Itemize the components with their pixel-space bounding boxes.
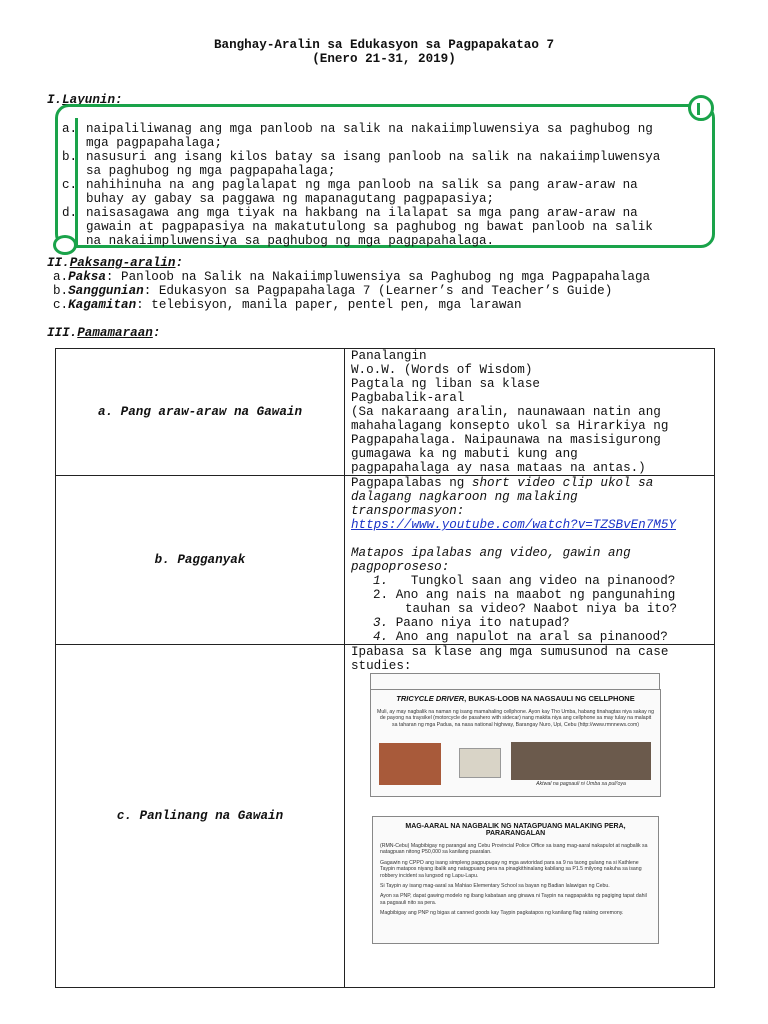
news-clip-tricycle-card bbox=[370, 689, 661, 797]
section-colon: : bbox=[152, 326, 161, 340]
content-line: dalagang nagkaroon ng malaking bbox=[351, 490, 578, 504]
item-letter: b. bbox=[53, 284, 69, 298]
row-content-b bbox=[345, 476, 715, 645]
item-letter: d. bbox=[62, 206, 78, 220]
table-row bbox=[56, 349, 715, 476]
clip-body: Muli, ay may nagbalik na naman ng isang mamahaling cellphone. Ayon kay Tho Umba, habang tinahagtas niya sakay ng de payong na traysikel (motorcycle de pasahero with sidecar) nang makita niya ang cellphone sa may tulay na malapit sa taharan ng mga Padua, na nasa national highway, Barangay Nuro, Upi, Cebu (http://www.rmnnews.com) bbox=[377, 709, 654, 728]
clip-title bbox=[377, 694, 654, 703]
row-label: c. Panlinang na Gawain bbox=[56, 645, 345, 988]
item-line: nahihinuha na ang paglalapat ng mga panloob na salik sa pang araw-araw na bbox=[86, 178, 638, 192]
content-line bbox=[351, 476, 714, 490]
item-value: : Edukasyon sa Pagpapahalaga 7 (Learner’s and Teacher’s Guide) bbox=[143, 284, 613, 298]
section-roman: III. bbox=[47, 326, 78, 340]
item-letter: a. bbox=[62, 122, 78, 136]
paksang-item-sanggunian bbox=[53, 284, 650, 298]
layunin-list bbox=[62, 122, 712, 248]
section-paksang-heading bbox=[47, 256, 183, 270]
item-line: nasusuri ang isang kilos batay sa isang panloob na salik na nakaiimpluwensya bbox=[86, 150, 661, 164]
content-line: pagpapahalaga ay nasa mataas na antas.) bbox=[351, 461, 646, 475]
content-line: Ipabasa sa klase ang mga sumusunod na case bbox=[351, 645, 669, 659]
question-num: 1. bbox=[373, 574, 389, 588]
layunin-item-d bbox=[62, 206, 712, 220]
item-line: gawain at pagpapasiya na makatutulong sa paghubog ng bawat panloob na salik bbox=[86, 220, 653, 234]
item-value: : Panloob na Salik na Nakaiimpluwensiya sa Paghubog ng mga Pagpapahalaga bbox=[105, 270, 651, 284]
question-list bbox=[351, 574, 714, 644]
item-letter: c. bbox=[53, 298, 69, 312]
item-key: Paksa bbox=[68, 270, 106, 284]
section-colon: : bbox=[115, 93, 123, 107]
layunin-item-b bbox=[62, 150, 712, 164]
clip-paragraph: Gagawin ng CPPO ang isang simpleng pagpupugay ng mga awtoridad para sa 9 na taong gulang na si Kathlene Taypin matapos niyang ibalik ang natagpuang pera na pinagkithinalang kabilang sa P1.5 milyong nakuha sa isang robbery incident sa lungsod ng Lapu-Lapu. bbox=[380, 859, 642, 879]
clip-title: MAG-AARAL NA NAGBALIK NG NATAGPUANG MALAKING PERA, PARARANGALAN bbox=[405, 823, 626, 837]
paksang-item-paksa bbox=[53, 270, 650, 284]
clip-title-italic: TRICYCLE DRIVER bbox=[396, 694, 465, 703]
question-num: 4. bbox=[373, 630, 389, 644]
question-text: Ano ang napulot na aral sa pinanood? bbox=[395, 630, 668, 644]
video-link[interactable]: https://www.youtube.com/watch?v=TZSBvEn7M5Y bbox=[351, 518, 676, 532]
intro-italic: short video clip ukol sa bbox=[471, 476, 654, 490]
intro-plain: Pagpapalabas ng bbox=[351, 476, 472, 490]
content-line: Pagpapahalaga. Naipaunawa na masisigurong bbox=[351, 433, 661, 447]
table-row bbox=[56, 476, 715, 645]
photo-tricycle bbox=[379, 743, 441, 785]
paksang-list bbox=[53, 270, 650, 312]
question-item bbox=[373, 616, 714, 630]
item-letter: c. bbox=[62, 178, 78, 192]
item-line: na nakaiimpluwensiya sa paghubog ng mga pagpapahalaga. bbox=[86, 234, 495, 248]
item-line: naipaliliwanag ang mga panloob na salik na nakaiimpluwensiya sa paghubog ng bbox=[86, 122, 653, 136]
question-item bbox=[373, 588, 714, 602]
row-label: b. Pagganyak bbox=[56, 476, 345, 645]
section-roman: I. bbox=[47, 93, 63, 107]
photo-caption: Aktwal na pagsauli ni Umba sa puli'oya bbox=[536, 781, 626, 787]
item-letter: a. bbox=[53, 270, 69, 284]
section-label: Paksang-aralin bbox=[69, 256, 176, 270]
layunin-item-c bbox=[62, 178, 712, 192]
document-title: Banghay-Aralin sa Edukasyon sa Pagpapakatao 7 bbox=[213, 38, 555, 52]
content-line: pagpoproseso: bbox=[351, 560, 450, 574]
section-roman: II. bbox=[47, 256, 70, 270]
photo-cellphone bbox=[459, 748, 501, 778]
question-text: tauhan sa video? Naabot niya ba ito? bbox=[405, 602, 678, 616]
item-letter: b. bbox=[62, 150, 78, 164]
content-line: Matapos ipalabas ang video, gawin ang bbox=[351, 546, 631, 560]
question-num: 2. bbox=[373, 588, 389, 602]
scroll-curl-inner bbox=[697, 103, 704, 115]
item-key: Kagamitan bbox=[68, 298, 137, 312]
question-num: 3. bbox=[373, 616, 389, 630]
clip-paragraph: (RMN-Cebu) Magbibigay ng parangal ang Cebu Provincial Police Office sa isang mag-aaral nakapulot at nagbalik sa natagpuan nitong P50,000 sa kanilang paaralan. bbox=[380, 843, 648, 856]
content-line: Panalangin bbox=[351, 349, 427, 363]
section-label: Layunin bbox=[62, 93, 116, 107]
content-line: W.o.W. (Words of Wisdom) bbox=[351, 363, 533, 377]
section-colon: : bbox=[175, 256, 184, 270]
item-key: Sanggunian bbox=[68, 284, 144, 298]
row-content-a bbox=[345, 349, 715, 476]
content-line: studies: bbox=[351, 659, 412, 673]
clip-title-rest: , BUKAS-LOOB NA NAGSAULI NG CELLPHONE bbox=[464, 694, 635, 703]
item-line: naisasagawa ang mga tiyak na hakbang na ilalapat sa mga pang araw-araw na bbox=[86, 206, 638, 220]
section-pamamaraan-heading bbox=[47, 326, 160, 340]
content-line: gumagawa ka ng mabuti kung ang bbox=[351, 447, 578, 461]
question-text: Tungkol saan ang video na pinanood? bbox=[410, 574, 676, 588]
content-line: transpormasyon: bbox=[351, 504, 465, 518]
clip-paragraph: Si Taypin ay isang mag-aaral sa Mahiao Elementary School sa bayan ng Badian lalawigan ng Cebu. bbox=[380, 883, 610, 890]
content-line: Pagtala ng liban sa klase bbox=[351, 377, 540, 391]
item-line: sa paghubog ng mga pagpapahalaga; bbox=[86, 164, 336, 178]
section-label: Pamamaraan bbox=[77, 326, 153, 340]
question-item bbox=[373, 630, 714, 644]
question-text: Ano ang nais na maabot ng pangunahing bbox=[395, 588, 676, 602]
photo-handover bbox=[511, 742, 651, 780]
item-line: buhay ay gabay sa paggawa ng mapanagutang pagpapasiya; bbox=[86, 192, 495, 206]
row-label: a. Pang araw-araw na Gawain bbox=[56, 349, 345, 476]
clip-paragraph: Magbibigay ang PNP ng bigas at canned goods kay Taypin pagkatapos ng kanilang flag raising ceremony. bbox=[380, 910, 624, 917]
item-value: : telebisyon, manila paper, pentel pen, mga larawan bbox=[136, 298, 522, 312]
content-line: mahahalagang konsepto ukol sa Hirarkiya ng bbox=[351, 419, 669, 433]
item-line: mga pagpapahalaga; bbox=[86, 136, 223, 150]
clip-paragraph: Ayon sa PNP, dapat gawing modelo ng ibang kabataan ang ginawa ni Taypin na nagpapakita ng pagiging tapat dahil sa pagsauli nito sa pera. bbox=[380, 893, 647, 906]
document-date: (Enero 21-31, 2019) bbox=[312, 52, 456, 66]
content-line: Pagbabalik-aral bbox=[351, 391, 465, 405]
question-text: Paano niya ito natupad? bbox=[395, 616, 570, 630]
news-clip-student bbox=[372, 816, 659, 944]
paksang-item-kagamitan bbox=[53, 298, 650, 312]
content-line: (Sa nakaraang aralin, naunawaan natin ang bbox=[351, 405, 661, 419]
question-item bbox=[373, 574, 714, 588]
